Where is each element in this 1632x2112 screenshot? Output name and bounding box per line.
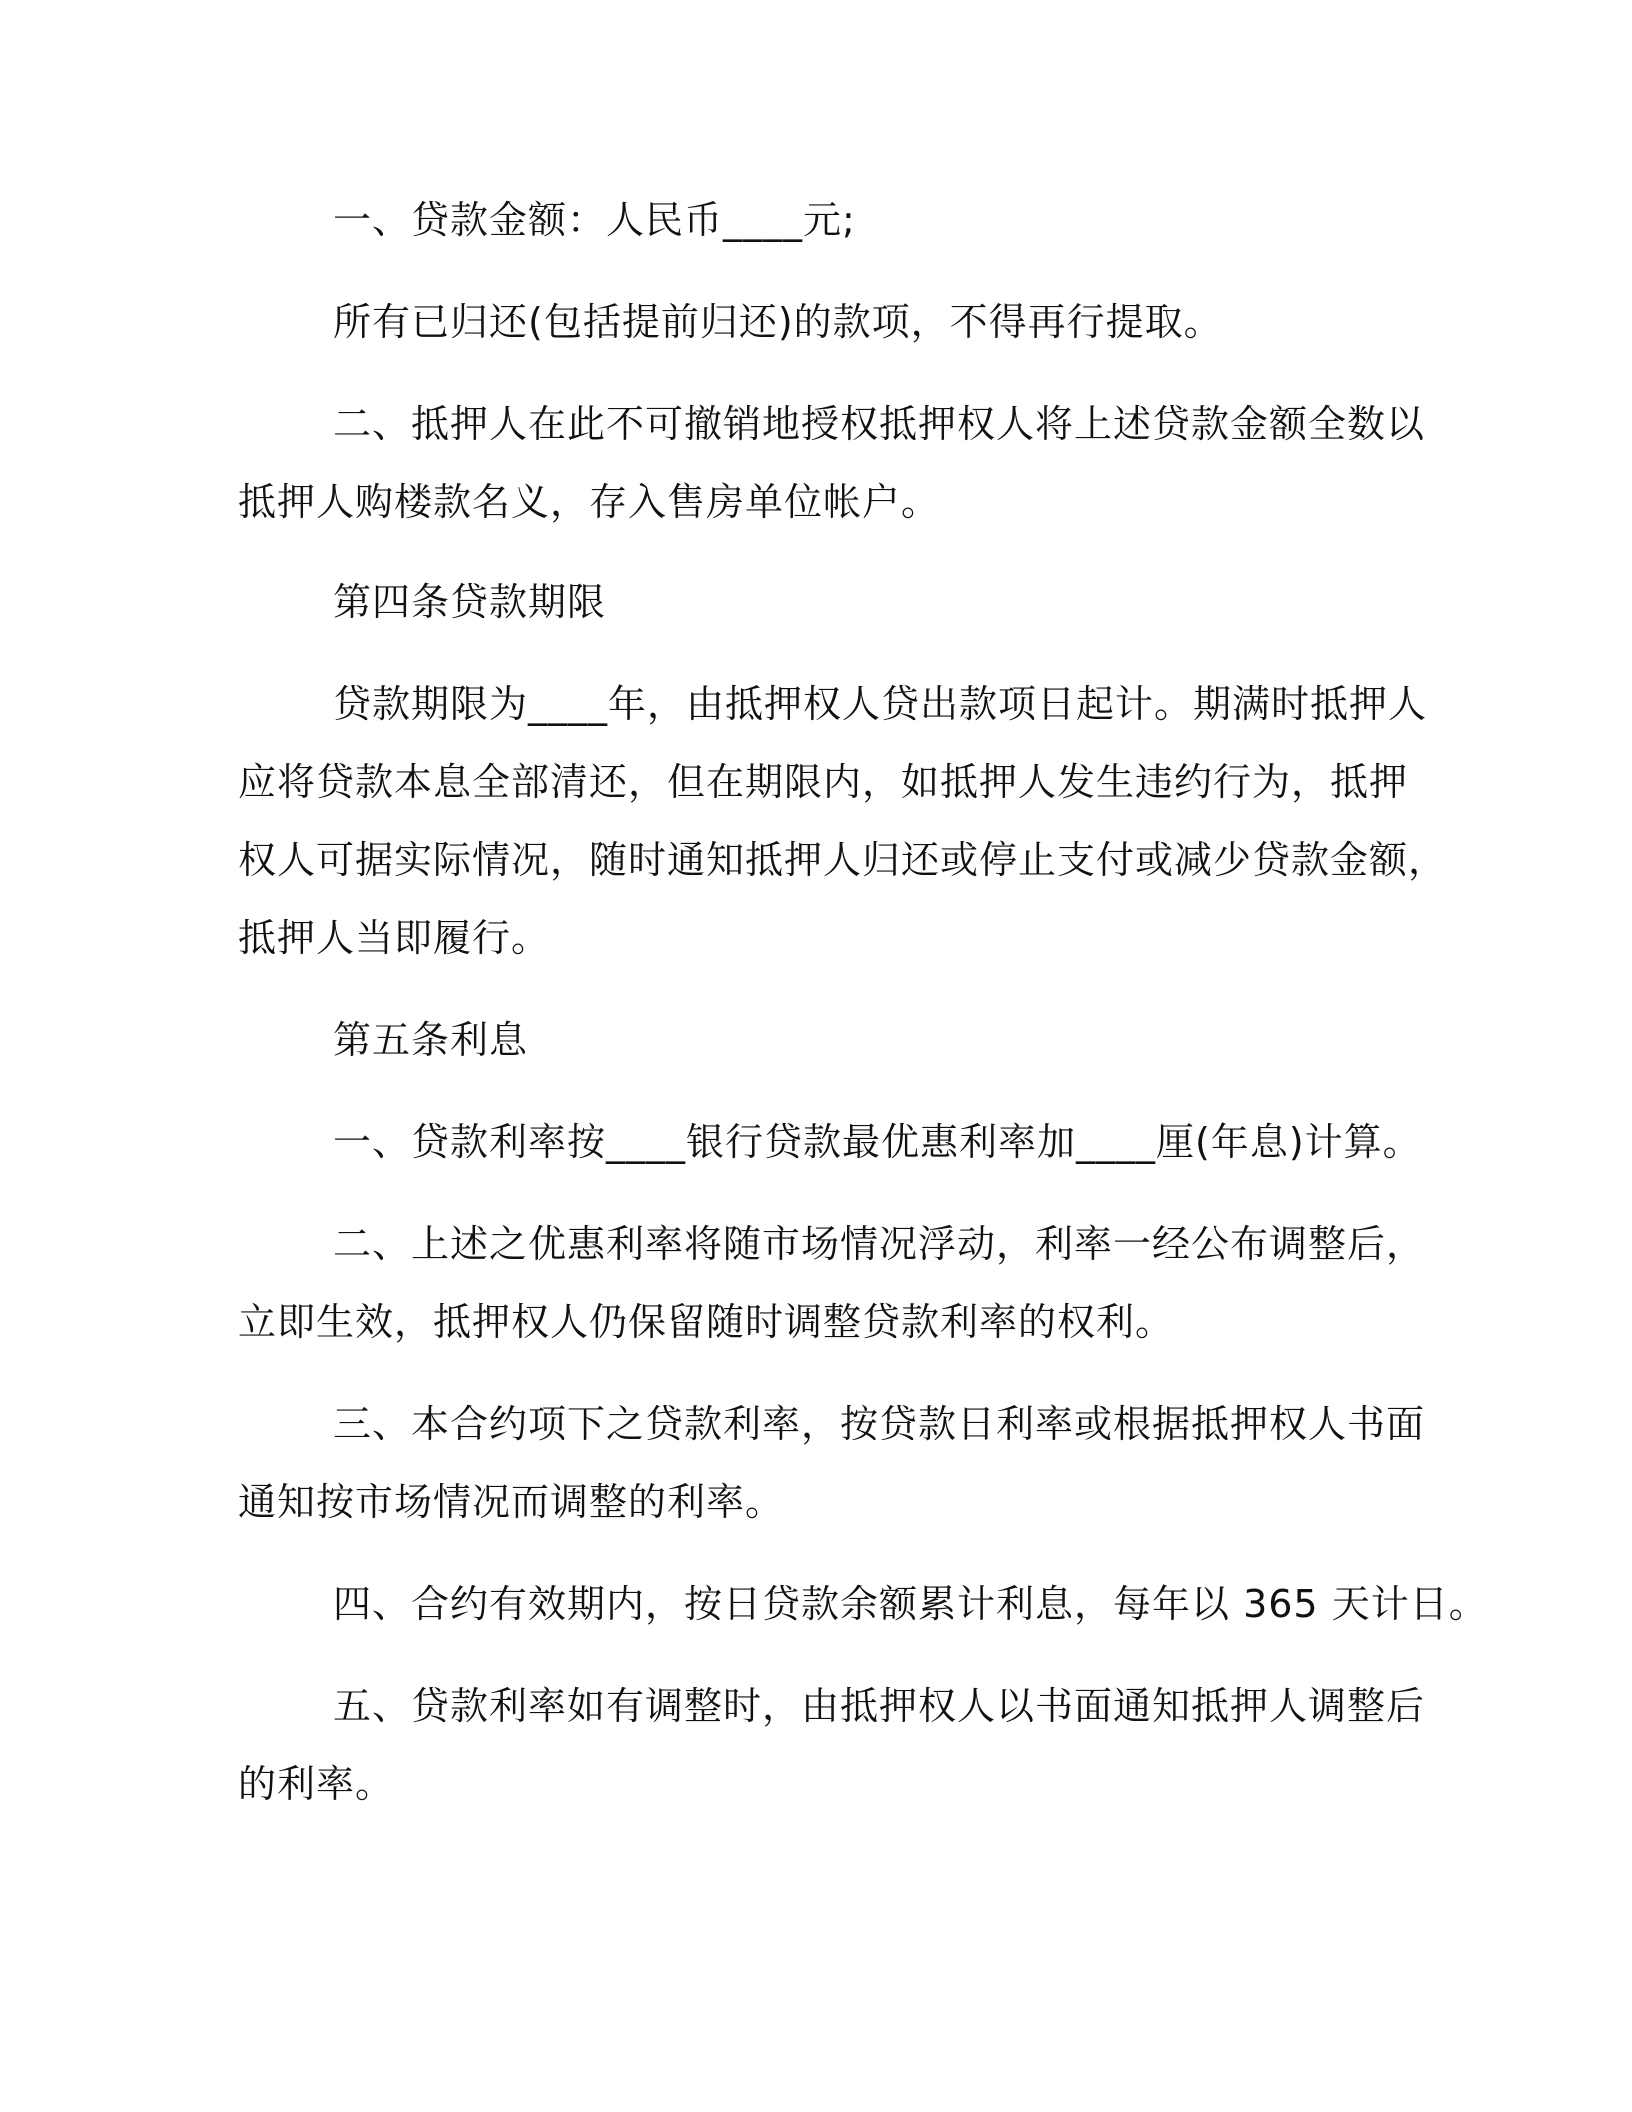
authorization-line-2: 抵押人购楼款名义，存入售房单位帐户。 bbox=[238, 480, 941, 524]
rate-adjustment-line-2: 立即生效，抵押权人仍保留随时调整贷款利率的权利。 bbox=[238, 1300, 1175, 1344]
article-4-heading: 第四条贷款期限 bbox=[333, 580, 607, 624]
loan-term-line-3: 权人可据实际情况，随时通知抵押人归还或停止支付或减少贷款金额， bbox=[238, 838, 1448, 882]
rate-adjustment-line-1: 二、上述之优惠利率将随市场情况浮动，利率一经公布调整后， bbox=[333, 1222, 1426, 1266]
interest-rate-line: 一、贷款利率按____银行贷款最优惠利率加____厘(年息)计算。 bbox=[333, 1120, 1422, 1164]
repaid-funds-line: 所有已归还(包括提前归还)的款项，不得再行提取。 bbox=[333, 300, 1223, 344]
rate-notice-line-1: 五、贷款利率如有调整时，由抵押权人以书面通知抵押人调整后 bbox=[333, 1684, 1426, 1728]
loan-term-line-1: 贷款期限为____年，由抵押权人贷出款项日起计。期满时抵押人 bbox=[333, 682, 1428, 726]
rate-notice-line-2: 的利率。 bbox=[238, 1762, 395, 1806]
contract-rate-line-1: 三、本合约项下之贷款利率，按贷款日利率或根据抵押权人书面 bbox=[333, 1402, 1426, 1446]
loan-term-line-4: 抵押人当即履行。 bbox=[238, 916, 551, 960]
daily-interest-line: 四、合约有效期内，按日贷款余额累计利息，每年以 365 天计日。 bbox=[333, 1582, 1488, 1626]
article-5-heading: 第五条利息 bbox=[333, 1018, 529, 1062]
contract-rate-line-2: 通知按市场情况而调整的利率。 bbox=[238, 1480, 785, 1524]
loan-amount-line: 一、贷款金额：人民币____元; bbox=[333, 198, 856, 242]
loan-term-line-2: 应将贷款本息全部清还，但在期限内，如抵押人发生违约行为，抵押 bbox=[238, 760, 1409, 804]
authorization-line-1: 二、抵押人在此不可撤销地授权抵押权人将上述贷款金额全数以 bbox=[333, 402, 1426, 446]
